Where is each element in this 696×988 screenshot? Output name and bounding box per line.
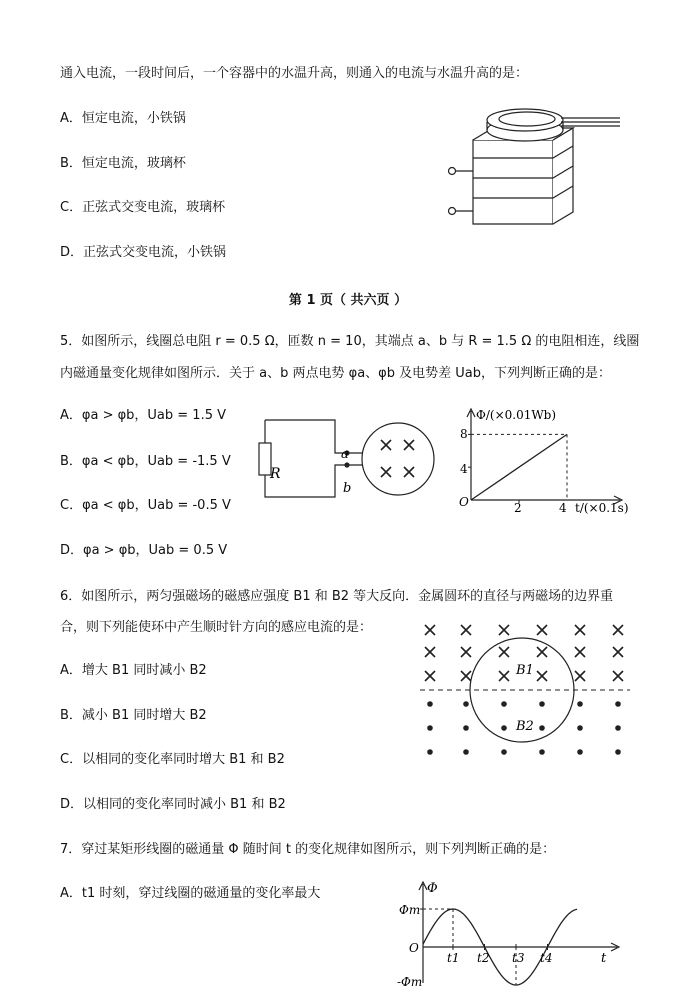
q5-circuit-figure	[250, 415, 440, 505]
field-cross	[499, 647, 509, 657]
q6-option-c: C．以相同的变化率同时增大 B1 和 B2	[60, 752, 285, 767]
field-cross	[499, 625, 509, 635]
chart-ytick-label: 4	[460, 462, 468, 476]
b2-label: B2	[516, 719, 534, 734]
pot-handle	[561, 118, 620, 126]
option-text: 正弦式交变电流，小铁锅	[83, 245, 227, 260]
terminal-b	[344, 462, 349, 467]
q4-option-d	[60, 245, 226, 261]
field-dot	[463, 749, 469, 755]
q5-flux-chart	[455, 405, 635, 515]
chart-ytick-label: 8	[460, 427, 468, 441]
field-dot	[615, 701, 621, 707]
option-text: 正弦式交变电流，玻璃杯	[82, 200, 226, 215]
option-text: 恒定电流，玻璃杯	[81, 156, 186, 171]
q7-stem: 7．穿过某矩形线圈的磁通量 Φ 随时间 t 的变化规律如图所示，则下列判断正确的是：	[60, 842, 556, 857]
field-cross	[575, 647, 585, 657]
option-letter: B．	[60, 156, 82, 171]
field-dot	[577, 749, 583, 755]
field-cross	[425, 671, 435, 681]
q6-stem-line1: 6．如图所示，两匀强磁场的磁感应强度 B1 和 B2 等大反向．金属圆环的直径与两磁场的边界重	[60, 589, 614, 604]
chart-xtick-label: t2	[477, 951, 490, 965]
option-letter: A．	[60, 111, 82, 126]
q6-stem-line2: 合，则下列能使环中产生顺时针方向的感应电流的是：	[60, 620, 373, 635]
field-dot	[615, 749, 621, 755]
field-dot	[501, 701, 507, 707]
chart-xtick-label: 2	[514, 501, 522, 515]
q6-option-b: B．减小 B1 同时增大 B2	[60, 708, 207, 723]
chart-x-label: t	[601, 951, 607, 966]
field-cross	[613, 647, 623, 657]
field-cross	[613, 671, 623, 681]
chart-y-label: Φ/(×0.01Wb)	[476, 408, 557, 422]
q4-option-b	[60, 156, 186, 172]
field-dot	[539, 701, 545, 707]
field-dot	[501, 725, 507, 731]
field-dot	[577, 701, 583, 707]
q7-flux-chart	[395, 878, 635, 988]
field-cross	[425, 625, 435, 635]
q5-option-b: B．φa < φb，Uab = -1.5 V	[60, 454, 231, 469]
chart-xtick-label: 4	[559, 501, 567, 515]
field-dot	[427, 701, 433, 707]
q4-option-c	[60, 200, 225, 216]
coil-loop	[362, 423, 434, 495]
field-cross	[575, 625, 585, 635]
chart-xtick-label: t4	[540, 951, 553, 965]
field-cross	[537, 671, 547, 681]
q5-stem-line2: 内磁通量变化规律如图所示．关于 a、b 两点电势 φa、φb 及电势差 Uab，下列判断正确的是：	[60, 366, 611, 381]
chart-origin: O	[459, 495, 469, 509]
field-dot	[539, 749, 545, 755]
field-cross	[499, 671, 509, 681]
field-cross	[461, 647, 471, 657]
chart-ymax-label: Φm	[399, 903, 421, 917]
induction-coil-figure	[445, 100, 645, 230]
q5-stem-line1: 5．如图所示，线圈总电阻 r = 0.5 Ω，匝数 n = 10，其端点 a、b 与 R = 1.5 Ω 的电阻相连，线圈	[60, 334, 640, 349]
field-cross	[613, 625, 623, 635]
field-dot	[427, 725, 433, 731]
field-dot	[615, 725, 621, 731]
resistor-label: R	[270, 466, 281, 482]
field-cross	[461, 625, 471, 635]
field-dot	[463, 725, 469, 731]
field-cross	[425, 647, 435, 657]
terminal-wire	[455, 171, 473, 211]
q6-option-d: D．以相同的变化率同时减小 B1 和 B2	[60, 797, 286, 812]
field-cross	[537, 625, 547, 635]
option-letter: C．	[60, 200, 83, 215]
q6-field-figure	[418, 618, 638, 758]
terminal	[449, 208, 456, 215]
chart-ymin-label: -Φm	[397, 975, 423, 988]
field-cross	[575, 671, 585, 681]
chart-guide-line	[423, 909, 453, 947]
terminal	[449, 168, 456, 175]
page-footer: 第 1 页（ 共六页 ）	[288, 293, 408, 308]
q5-option-c: C．φa < φb，Uab = -0.5 V	[60, 498, 231, 513]
field-dot	[463, 701, 469, 707]
field-cross	[461, 671, 471, 681]
field-dot	[501, 749, 507, 755]
q4-stem: 通入电流，一段时间后，一个容器中的水温升高，则通入的电流与水温升高的是：	[60, 66, 529, 81]
circuit-wire	[265, 420, 347, 453]
q7-option-a: A．t1 时刻，穿过线圈的磁通量的变化率最大	[60, 886, 321, 901]
q4-option-a	[60, 111, 186, 127]
chart-series-line	[471, 434, 567, 500]
field-cross	[537, 647, 547, 657]
option-letter: D．	[60, 245, 84, 260]
option-text: 恒定电流，小铁锅	[81, 111, 186, 126]
q5-option-d: D．φa > φb，Uab = 0.5 V	[60, 543, 228, 558]
terminal-b-label: b	[343, 481, 352, 496]
chart-x-label: t/(×0.1s)	[575, 501, 629, 515]
field-dot	[539, 725, 545, 731]
field-dot	[427, 749, 433, 755]
terminal-a-label: a	[341, 447, 349, 462]
q6-option-a: A．增大 B1 同时减小 B2	[60, 663, 207, 678]
field-dot	[577, 725, 583, 731]
b1-label: B1	[516, 663, 534, 678]
q5-option-a: A．φa > φb，Uab = 1.5 V	[60, 408, 227, 423]
chart-xtick-label: t1	[447, 951, 460, 965]
coil-block-front	[473, 140, 553, 224]
chart-xtick-label: t3	[512, 951, 525, 965]
chart-origin: O	[409, 941, 419, 955]
chart-y-label: Φ	[427, 881, 438, 896]
